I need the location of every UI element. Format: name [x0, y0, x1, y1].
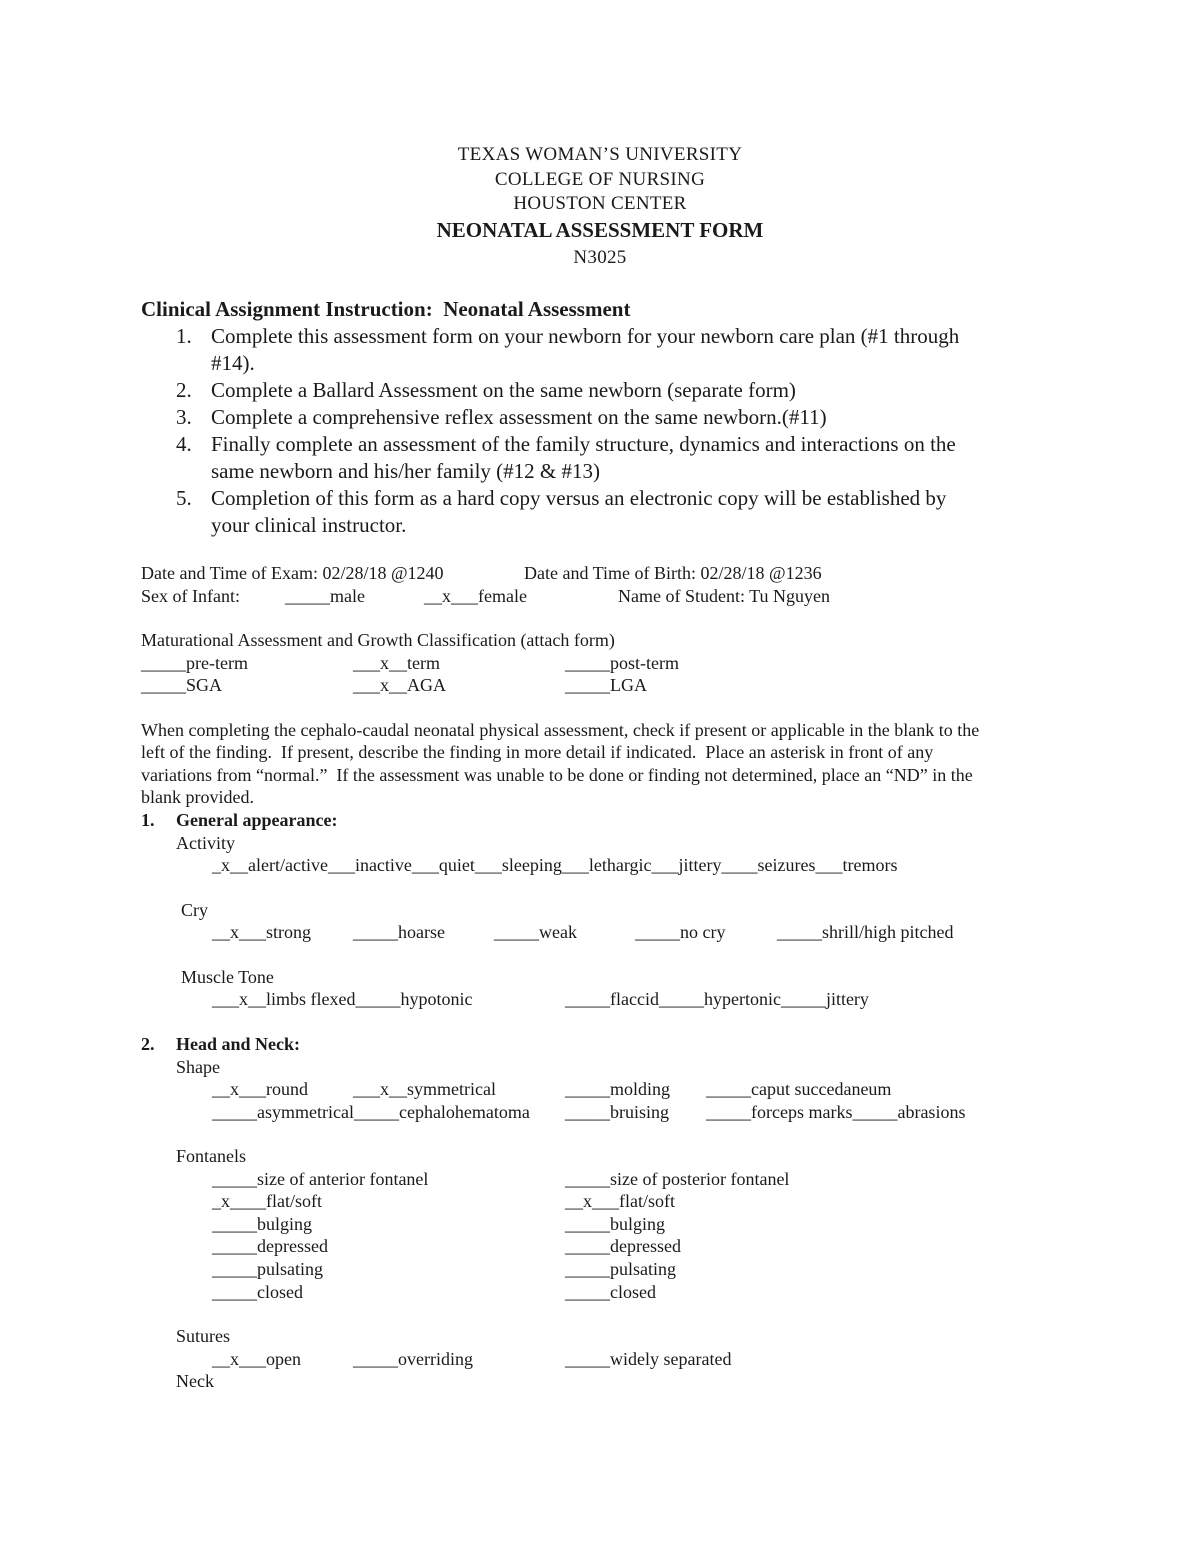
fontanel-option: _____closed	[565, 1282, 656, 1302]
section-title-general-appearance: General appearance:	[176, 810, 338, 830]
instruction-number: 2.	[176, 378, 192, 402]
cry-option: _____no cry	[635, 922, 726, 942]
shape-option: _____bruising	[565, 1102, 670, 1122]
shape-option: __x___round	[212, 1079, 308, 1099]
maturational-option: ___x__term	[353, 653, 440, 673]
sex-male-option: _____male	[285, 586, 365, 606]
growth-option: ___x__AGA	[353, 675, 446, 695]
shape-option: _____molding	[565, 1079, 671, 1099]
activity-label: Activity	[176, 833, 235, 853]
sex-label: Sex of Infant:	[141, 586, 240, 606]
cry-option: _____shrill/high pitched	[777, 922, 954, 942]
instruction-number: 5.	[176, 486, 192, 510]
growth-option: _____LGA	[565, 675, 647, 695]
note-line: variations from “normal.” If the assessment was unable to be done or finding not determined, place an “ND” in the	[141, 765, 973, 785]
neck-label: Neck	[176, 1371, 214, 1391]
instruction-line: your clinical instructor.	[211, 513, 407, 537]
course-code: N3025	[573, 247, 627, 268]
sutures-label: Sutures	[176, 1326, 230, 1346]
fontanel-option: __x___flat/soft	[565, 1191, 675, 1211]
fontanel-option: _____pulsating	[212, 1259, 323, 1279]
note-line: left of the finding. If present, describe the finding in more detail if indicated. Place an asterisk in front of any	[141, 742, 934, 762]
instruction-line: Complete a comprehensive reflex assessment on the same newborn.(#11)	[211, 405, 827, 429]
instruction-line: same newborn and his/her family (#12 & #13)	[211, 459, 600, 483]
student-name: Name of Student: Tu Nguyen	[618, 586, 831, 606]
instruction-number: 1.	[176, 324, 192, 348]
cry-option: _____weak	[494, 922, 577, 942]
cry-label: Cry	[181, 900, 208, 920]
suture-option: _____overriding	[353, 1349, 473, 1369]
fontanel-option: _____bulging	[212, 1214, 313, 1234]
instruction-line: Complete a Ballard Assessment on the same newborn (separate form)	[211, 378, 796, 402]
activity-options: _x__alert/active___inactive___quiet___sleeping___lethargic___jittery____seizures___tremors	[212, 855, 898, 875]
shape-option: _____caput succedaneum	[706, 1079, 892, 1099]
instructions-heading: Clinical Assignment Instruction: Neonatal Assessment	[141, 297, 631, 321]
instruction-line: Finally complete an assessment of the family structure, dynamics and interactions on the	[211, 432, 956, 456]
maturational-option: _____post-term	[565, 653, 679, 673]
muscle-tone-options: ___x__limbs flexed_____hypotonic	[212, 989, 473, 1009]
exam-date-time: Date and Time of Exam: 02/28/18 @1240	[141, 563, 444, 583]
birth-date-time: Date and Time of Birth: 02/28/18 @1236	[524, 563, 822, 583]
instruction-line: #14).	[211, 351, 255, 375]
fontanel-option: _____closed	[212, 1282, 303, 1302]
growth-option: _____SGA	[141, 675, 223, 695]
suture-option: _____widely separated	[565, 1349, 732, 1369]
suture-option: __x___open	[212, 1349, 301, 1369]
fontanels-label: Fontanels	[176, 1146, 246, 1166]
instruction-line: Completion of this form as a hard copy versus an electronic copy will be established by	[211, 486, 947, 510]
fontanel-option: _____depressed	[565, 1236, 681, 1256]
muscle-tone-label: Muscle Tone	[181, 967, 274, 987]
fontanel-option: _x____flat/soft	[212, 1191, 322, 1211]
maturational-heading: Maturational Assessment and Growth Classification (attach form)	[141, 630, 615, 650]
section-number: 1.	[141, 810, 155, 830]
instruction-line: Complete this assessment form on your newborn for your newborn care plan (#1 through	[211, 324, 960, 348]
maturational-option: _____pre-term	[141, 653, 248, 673]
note-line: When completing the cephalo-caudal neonatal physical assessment, check if present or applicable in the blank to the	[141, 720, 980, 740]
fontanel-option: _____size of posterior fontanel	[565, 1169, 790, 1189]
center-name: HOUSTON CENTER	[513, 193, 687, 214]
sex-female-option: __x___female	[424, 586, 527, 606]
university-name: TEXAS WOMAN’S UNIVERSITY	[457, 144, 743, 165]
cry-option: __x___strong	[212, 922, 311, 942]
form-title: NEONATAL ASSESSMENT FORM	[436, 218, 764, 242]
fontanel-option: _____depressed	[212, 1236, 328, 1256]
note-line: blank provided.	[141, 787, 254, 807]
shape-option: _____forceps marks_____abrasions	[706, 1102, 966, 1122]
fontanel-option: _____size of anterior fontanel	[212, 1169, 429, 1189]
shape-option: _____asymmetrical_____cephalohematoma	[212, 1102, 530, 1122]
fontanel-option: _____pulsating	[565, 1259, 676, 1279]
instruction-number: 3.	[176, 405, 192, 429]
fontanel-option: _____bulging	[565, 1214, 666, 1234]
section-title-head-neck: Head and Neck:	[176, 1034, 301, 1054]
college-name: COLLEGE OF NURSING	[494, 169, 706, 190]
section-number: 2.	[141, 1034, 155, 1054]
shape-label: Shape	[176, 1057, 220, 1077]
muscle-tone-options: _____flaccid_____hypertonic_____jittery	[565, 989, 869, 1009]
instruction-number: 4.	[176, 432, 192, 456]
shape-option: ___x__symmetrical	[353, 1079, 496, 1099]
cry-option: _____hoarse	[353, 922, 445, 942]
